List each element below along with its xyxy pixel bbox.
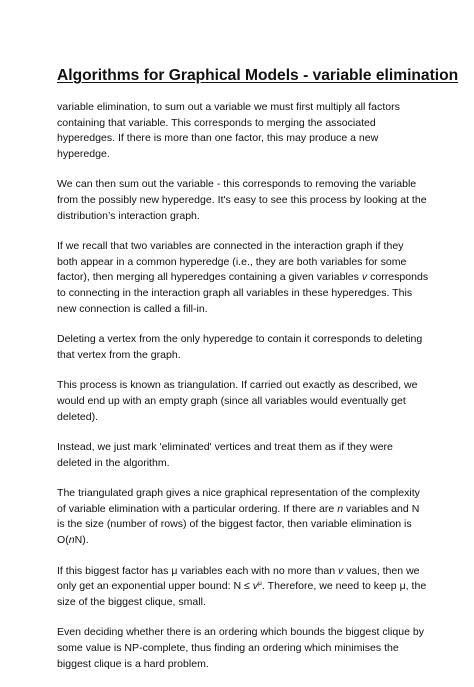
document-title: Algorithms for Graphical Models - variable elimination	[57, 67, 459, 84]
text-line: is the size (number of rows) of the biggest factor, then variable elimination is	[57, 518, 412, 531]
text-line: Even deciding whether there is an ordering which bounds the biggest clique by	[57, 626, 425, 639]
text-run: O(	[57, 534, 69, 547]
paragraph-9	[57, 625, 425, 672]
text-line: Deleting a vertex from the only hyperedge to contain it corresponds to deleting	[57, 333, 423, 346]
text-line: to connecting in the interaction graph all variables in these hyperedges. This	[57, 286, 413, 299]
text-run: values, then we	[346, 564, 420, 577]
text-line: that vertex from the graph.	[57, 348, 181, 361]
text-line: hyperedges. If there is more than one factor, this may produce a new	[57, 132, 379, 145]
text-run: N).	[74, 534, 89, 547]
text-line: some value is NP-complete, thus finding an ordering which minimises the	[57, 642, 399, 655]
paragraph-3	[57, 239, 429, 317]
text-line: The triangulated graph gives a nice graphical representation of the complexity	[57, 487, 420, 500]
text-line	[57, 270, 429, 286]
text-run: corresponds	[370, 271, 429, 284]
paragraph-1	[57, 100, 425, 162]
text-line: deleted).	[57, 410, 99, 423]
paragraph-6	[57, 440, 425, 471]
variable-n: n	[337, 502, 344, 515]
text-line: biggest clique is a hard problem.	[57, 657, 209, 670]
paragraph-5	[57, 378, 425, 425]
text-run: . Therefore, we need to keep μ, the	[261, 580, 427, 593]
text-line: This process is known as triangulation. If carried out exactly as described, we	[57, 379, 418, 392]
text-line: hyperedge.	[57, 147, 110, 160]
paragraph-8	[57, 564, 425, 611]
text-line: We can then sum out the variable - this corresponds to removing the variable	[57, 178, 417, 191]
variable-n: n	[68, 534, 75, 547]
text-line: from the possibly new hyperedge. It's easy to see this process by looking at the	[57, 193, 427, 206]
text-line: new connection is called a fill-in.	[57, 302, 208, 315]
variable-v: v	[361, 271, 368, 284]
text-line: would end up with an empty graph (since all variables would eventually get	[57, 394, 406, 407]
paragraph-2	[57, 177, 425, 224]
text-run: only get an exponential upper bound: N ≤	[57, 580, 250, 593]
text-line: If we recall that two variables are connected in the interaction graph if they	[57, 240, 404, 253]
text-line: variable elimination, to sum out a variable we must first multiply all factors	[57, 101, 400, 113]
text-line	[57, 533, 425, 549]
text-line	[57, 579, 425, 595]
text-run: If this biggest factor has μ variables each with no more than	[57, 564, 336, 577]
text-line: both appear in a common hyperedge (i.e., they are both variables for some	[57, 255, 407, 268]
text-line: Instead, we just mark 'eliminated' vertices and treat them as if they were	[57, 441, 393, 454]
variable-v: v	[252, 580, 259, 593]
paragraph-4	[57, 332, 425, 363]
paragraph-7	[57, 486, 425, 548]
text-line	[57, 502, 425, 518]
text-line: deleted in the algorithm.	[57, 456, 170, 469]
exponent-mu: μ	[258, 580, 262, 588]
text-line: distribution’s interaction graph.	[57, 209, 200, 222]
variable-v: v	[338, 564, 344, 577]
text-run: factor), then merging all hyperedges containing a given variables	[57, 271, 359, 284]
text-run: variables and N	[346, 502, 420, 515]
text-line: size of the biggest clique, small.	[57, 595, 206, 608]
document-body	[57, 100, 429, 687]
text-line	[57, 564, 425, 580]
text-line: containing that variable. This corresponds to merging the associated	[57, 116, 376, 129]
text-run: of variable elimination with a particular ordering. If there are	[57, 502, 335, 515]
